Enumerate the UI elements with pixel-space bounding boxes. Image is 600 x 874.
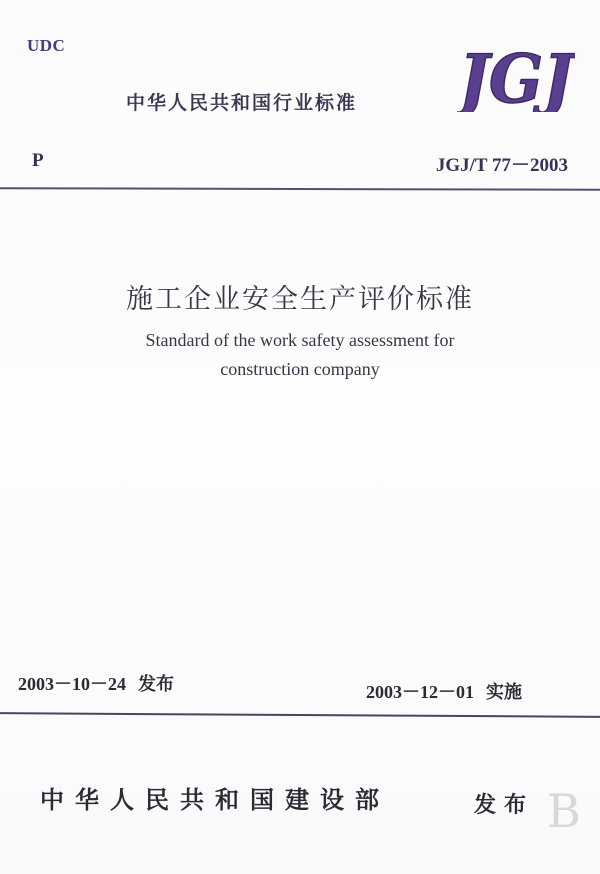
classification-code: P — [32, 150, 44, 171]
standard-number: JGJ/T 77－2003 — [435, 155, 568, 176]
title-english-line1: Standard of the work safety assessment for — [145, 330, 455, 350]
jgj-logo-graphic — [457, 42, 575, 112]
issue-label: 发布 — [474, 793, 535, 818]
issuing-ministry: 中华人民共和国建设部 — [40, 786, 390, 814]
jgj-logo-text: JGJ — [457, 42, 575, 112]
implement-date-line — [366, 678, 522, 704]
top-divider — [0, 187, 600, 191]
industry-standard-heading: 中华人民共和国行业标准 — [126, 92, 358, 114]
release-date-line — [18, 670, 174, 696]
title-english — [0, 326, 600, 384]
bottom-divider — [0, 712, 600, 718]
implement-date: 2003－12－01 — [366, 682, 474, 702]
title-english-line2: construction company — [220, 359, 380, 379]
implement-label: 实施 — [486, 682, 522, 703]
udc-label: UDC — [27, 36, 66, 55]
jgj-logo — [457, 42, 575, 112]
title-chinese: 施工企业安全生产评价标准 — [126, 284, 474, 315]
release-label: 发布 — [138, 674, 174, 695]
release-date: 2003－10－24 — [18, 674, 126, 694]
corner-mark: B — [547, 784, 581, 838]
